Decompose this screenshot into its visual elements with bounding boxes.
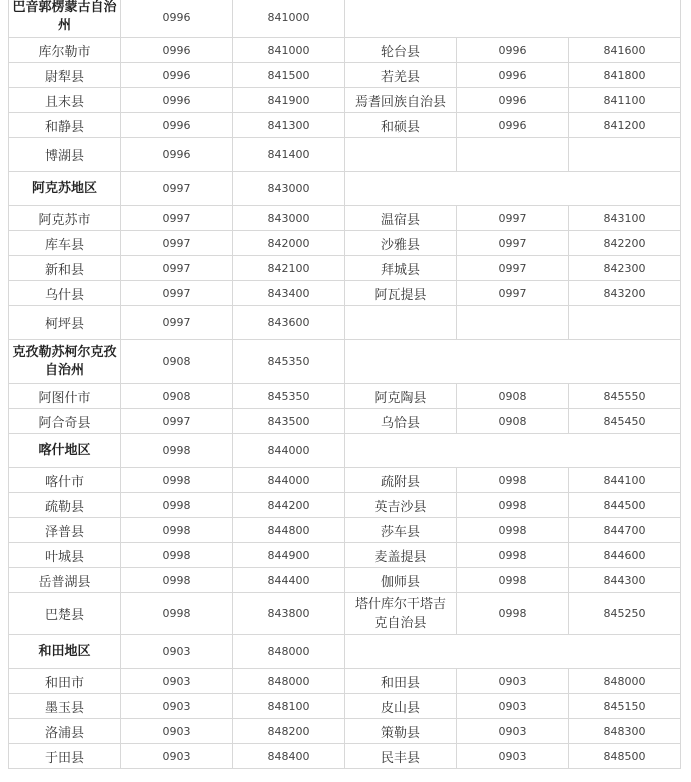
area-code: 0996 (457, 38, 569, 63)
county-name: 若羌县 (345, 63, 457, 88)
county-name: 和田市 (9, 669, 121, 694)
area-code: 0996 (121, 113, 233, 138)
postcode: 841200 (569, 113, 681, 138)
county-name: 巴楚县 (9, 593, 121, 635)
postcode: 842000 (233, 231, 345, 256)
county-name: 乌什县 (9, 281, 121, 306)
region-postcode: 843000 (233, 172, 345, 206)
county-name: 沙雅县 (345, 231, 457, 256)
postcode: 843000 (233, 206, 345, 231)
county-name: 英吉沙县 (345, 493, 457, 518)
postcode: 841300 (233, 113, 345, 138)
county-name: 温宿县 (345, 206, 457, 231)
region-area-code: 0908 (121, 340, 233, 384)
empty-cell (345, 340, 681, 384)
table-row (9, 669, 681, 694)
region-header-row (9, 172, 681, 206)
area-code: 0998 (457, 518, 569, 543)
county-name: 麦盖提县 (345, 543, 457, 568)
county-name: 拜城县 (345, 256, 457, 281)
postcode: 848400 (233, 744, 345, 769)
postal-code-table (8, 0, 681, 769)
area-code: 0997 (121, 256, 233, 281)
postcode: 844500 (569, 493, 681, 518)
table-row (9, 543, 681, 568)
county-name: 阿克苏市 (9, 206, 121, 231)
table-row (9, 409, 681, 434)
region-name: 喀什地区 (9, 434, 121, 468)
postcode: 843500 (233, 409, 345, 434)
county-name: 库车县 (9, 231, 121, 256)
county-name: 和田县 (345, 669, 457, 694)
empty-cell (345, 0, 681, 38)
area-code: 0996 (121, 63, 233, 88)
postcode: 844400 (233, 568, 345, 593)
postcode: 844800 (233, 518, 345, 543)
region-postcode: 848000 (233, 635, 345, 669)
area-code: 0998 (457, 543, 569, 568)
area-code: 0903 (457, 719, 569, 744)
county-name: 新和县 (9, 256, 121, 281)
area-code: 0998 (121, 593, 233, 635)
region-postcode: 841000 (233, 0, 345, 38)
table-row (9, 231, 681, 256)
postcode: 845550 (569, 384, 681, 409)
postcode: 844900 (233, 543, 345, 568)
postcode: 843200 (569, 281, 681, 306)
table-row (9, 384, 681, 409)
postcode: 843800 (233, 593, 345, 635)
area-code: 0903 (121, 669, 233, 694)
table-row (9, 138, 681, 172)
postcode: 848300 (569, 719, 681, 744)
county-name: 皮山县 (345, 694, 457, 719)
area-code: 0997 (457, 281, 569, 306)
county-name: 洛浦县 (9, 719, 121, 744)
postcode: 841500 (233, 63, 345, 88)
area-code: 0998 (121, 493, 233, 518)
postcode: 845350 (233, 384, 345, 409)
region-postcode: 845350 (233, 340, 345, 384)
area-code: 0903 (121, 719, 233, 744)
county-name: 墨玉县 (9, 694, 121, 719)
region-name: 阿克苏地区 (9, 172, 121, 206)
table-row (9, 593, 681, 635)
postcode: 841400 (233, 138, 345, 172)
area-code: 0903 (121, 694, 233, 719)
county-name: 和静县 (9, 113, 121, 138)
area-code: 0997 (121, 306, 233, 340)
postcode: 844100 (569, 468, 681, 493)
postal-code-table-body (9, 0, 681, 769)
area-code: 0997 (121, 231, 233, 256)
county-name: 民丰县 (345, 744, 457, 769)
area-code: 0908 (457, 409, 569, 434)
area-code: 0998 (121, 568, 233, 593)
postcode: 848500 (569, 744, 681, 769)
table-row (9, 113, 681, 138)
table-row (9, 719, 681, 744)
county-name: 疏勒县 (9, 493, 121, 518)
region-header-row (9, 0, 681, 38)
postcode: 844300 (569, 568, 681, 593)
postcode: 845250 (569, 593, 681, 635)
region-name: 和田地区 (9, 635, 121, 669)
region-header-row (9, 434, 681, 468)
region-area-code: 0996 (121, 0, 233, 38)
table-row (9, 744, 681, 769)
county-name: 莎车县 (345, 518, 457, 543)
postcode: 841600 (569, 38, 681, 63)
area-code: 0903 (121, 744, 233, 769)
county-name: 岳普湖县 (9, 568, 121, 593)
table-row (9, 88, 681, 113)
county-name: 于田县 (9, 744, 121, 769)
county-name: 疏附县 (345, 468, 457, 493)
table-row (9, 206, 681, 231)
area-code: 0996 (457, 113, 569, 138)
region-postcode: 844000 (233, 434, 345, 468)
county-name: 叶城县 (9, 543, 121, 568)
region-header-row (9, 635, 681, 669)
postcode: 842200 (569, 231, 681, 256)
area-code: 0998 (457, 593, 569, 635)
empty-cell (345, 172, 681, 206)
area-code: 0997 (121, 409, 233, 434)
region-area-code: 0998 (121, 434, 233, 468)
area-code: 0998 (121, 543, 233, 568)
empty-cell (345, 635, 681, 669)
table-row (9, 63, 681, 88)
postcode: 844700 (569, 518, 681, 543)
county-name: 库尔勒市 (9, 38, 121, 63)
postcode: 844000 (233, 468, 345, 493)
county-name: 阿瓦提县 (345, 281, 457, 306)
area-code: 0903 (457, 744, 569, 769)
region-area-code: 0997 (121, 172, 233, 206)
county-name: 阿合奇县 (9, 409, 121, 434)
table-row (9, 38, 681, 63)
table-row (9, 306, 681, 340)
county-name: 阿图什市 (9, 384, 121, 409)
county-name: 伽师县 (345, 568, 457, 593)
county-name: 博湖县 (9, 138, 121, 172)
area-code: 0998 (121, 518, 233, 543)
area-code: 0996 (121, 138, 233, 172)
postcode: 841000 (233, 38, 345, 63)
county-name: 且末县 (9, 88, 121, 113)
county-name: 策勒县 (345, 719, 457, 744)
county-name: 柯坪县 (9, 306, 121, 340)
area-code: 0908 (121, 384, 233, 409)
table-row (9, 568, 681, 593)
county-name: 泽普县 (9, 518, 121, 543)
table-row (9, 518, 681, 543)
county-name: 轮台县 (345, 38, 457, 63)
area-code: 0997 (121, 206, 233, 231)
area-code: 0998 (457, 568, 569, 593)
postcode: 844600 (569, 543, 681, 568)
postcode: 843400 (233, 281, 345, 306)
postcode: 842300 (569, 256, 681, 281)
area-code: 0997 (457, 206, 569, 231)
area-code: 0908 (457, 384, 569, 409)
area-code: 0997 (457, 256, 569, 281)
county-name: 喀什市 (9, 468, 121, 493)
postcode: 848100 (233, 694, 345, 719)
area-code: 0996 (457, 88, 569, 113)
postcode: 841100 (569, 88, 681, 113)
empty-cell (569, 306, 681, 340)
postcode: 842100 (233, 256, 345, 281)
empty-cell (345, 434, 681, 468)
area-code: 0998 (121, 468, 233, 493)
region-header-row (9, 340, 681, 384)
postcode: 841900 (233, 88, 345, 113)
region-area-code: 0903 (121, 635, 233, 669)
county-name: 塔什库尔干塔吉克自治县 (345, 593, 457, 635)
area-code: 0997 (457, 231, 569, 256)
table-row (9, 694, 681, 719)
county-name: 焉耆回族自治县 (345, 88, 457, 113)
area-code: 0998 (457, 493, 569, 518)
area-code: 0996 (121, 38, 233, 63)
empty-cell (569, 138, 681, 172)
postcode: 845150 (569, 694, 681, 719)
county-name: 乌恰县 (345, 409, 457, 434)
postcode: 844200 (233, 493, 345, 518)
area-code: 0998 (457, 468, 569, 493)
postcode: 848200 (233, 719, 345, 744)
county-name: 尉犁县 (9, 63, 121, 88)
postcode: 841800 (569, 63, 681, 88)
region-name: 巴音郭楞蒙古自治州 (9, 0, 121, 38)
postcode: 845450 (569, 409, 681, 434)
postcode: 843100 (569, 206, 681, 231)
county-name: 阿克陶县 (345, 384, 457, 409)
county-name: 和硕县 (345, 113, 457, 138)
empty-cell (457, 306, 569, 340)
area-code: 0996 (457, 63, 569, 88)
empty-cell (345, 138, 457, 172)
area-code: 0903 (457, 694, 569, 719)
region-name: 克孜勒苏柯尔克孜自治州 (9, 340, 121, 384)
area-code: 0996 (121, 88, 233, 113)
postcode: 843600 (233, 306, 345, 340)
empty-cell (457, 138, 569, 172)
table-row (9, 281, 681, 306)
postcode: 848000 (569, 669, 681, 694)
table-row (9, 493, 681, 518)
table-row (9, 256, 681, 281)
empty-cell (345, 306, 457, 340)
table-row (9, 468, 681, 493)
area-code: 0903 (457, 669, 569, 694)
postcode: 848000 (233, 669, 345, 694)
area-code: 0997 (121, 281, 233, 306)
